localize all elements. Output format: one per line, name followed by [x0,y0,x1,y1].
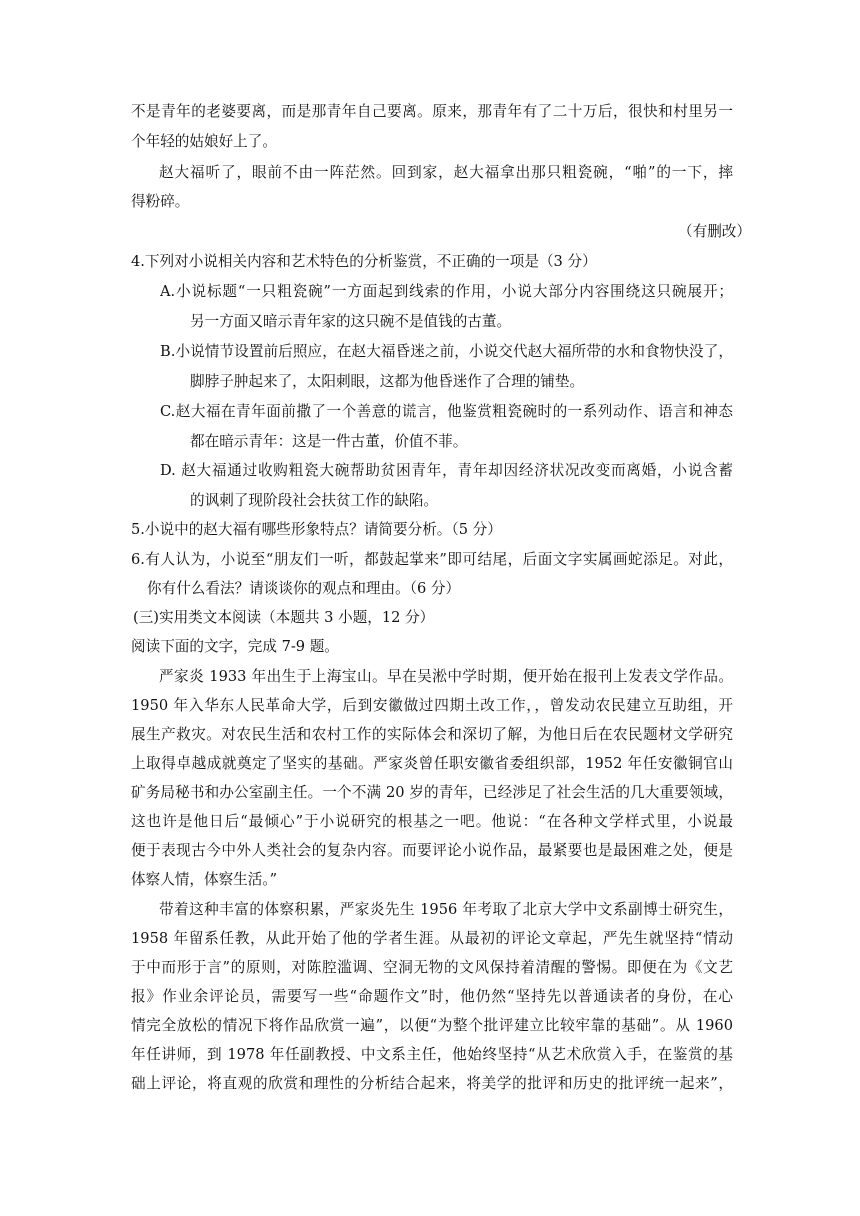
source-note: （有删改） [678,223,751,240]
question-4-option-d: D. 赵大福通过收购粗瓷大碗帮助贫困青年，青年却因经济状况改变而离婚，小说含蓄 [160,462,733,479]
passage-line: 础上评论，将直观的欣赏和理性的分析结合起来，将美学的批评和历史的批评统一起来”， [131,1075,733,1092]
passage-line: 展生产救灾。对农民生活和农村工作的实际体会和深切了解，为他日后在农民题材文学研究 [131,726,733,743]
passage-line: 体察人情，体察生活。” [131,871,278,888]
question-4-option-d-cont: 的讽刺了现阶段社会扶贫工作的缺陷。 [190,492,439,509]
question-4-option-c: C.赵大福在青年面前撒了一个善意的谎言，他鉴赏粗瓷碗时的一系列动作、语言和神态 [160,403,733,420]
question-6-cont: 你有什么看法？请谈谈你的观点和理由。（6 分） [147,580,461,597]
question-4-stem: 4.下列对小说相关内容和艺术特色的分析鉴赏，不正确的一项是（3 分） [131,253,597,270]
story-line: 个年轻的姑娘好上了。 [131,133,277,150]
story-line: 不是青年的老婆要离，而是那青年自己要离。原来，那青年有了二十万后，很快和村里另一 [131,103,733,120]
passage-line: 矿务局秘书和办公室副主任。一个不满 20 岁的青年，已经涉足了社会生活的几大重要领域， [131,784,733,801]
passage-line: 年任讲师，到 1978 年任副教授、中文系主任，他始终坚持“从艺术欣赏入手，在鉴赏的基 [131,1046,733,1063]
passage-line: 情完全放松的情况下将作品欣赏一遍”，以便“为整个批评建立比较牢靠的基础”。从 1960 [131,1017,733,1034]
question-4-option-b-cont: 脚脖子肿起来了，太阳刺眼，这都为他昏迷作了合理的铺垫。 [190,373,585,390]
section-instruction: 阅读下面的文字，完成 7-9 题。 [131,638,339,655]
story-line: 得粉碎。 [131,193,190,210]
passage-line: 这也许是他日后“最倾心”于小说研究的根基之一吧。他说：“在各种文学样式里，小说最 [131,813,733,830]
passage-line: 1958 年留系任教，从此开始了他的学者生涯。从最初的评论文章起，严先生就坚持“情动 [131,930,733,947]
passage-line: 带着这种丰富的体察积累，严家炎先生 1956 年考取了北京大学中文系副博士研究生， [159,901,733,918]
passage-line: 报》作业余评论员，需要写一些“命题作文”时，他仍然“坚持先以普通读者的身份，在心 [131,988,733,1005]
question-5: 5.小说中的赵大福有哪些形象特点？请简要分析。（5 分） [131,521,502,538]
passage-line: 1950 年入华东人民革命大学，后到安徽做过四期土改工作，，曾发动农民建立互助组，开 [131,697,733,714]
question-4-option-a-cont: 另一方面又暗示青年家的这只碗不是值钱的古董。 [190,313,512,330]
question-6: 6.有人认为，小说至“朋友们一听，都鼓起掌来”即可结尾，后面文字实属画蛇添足。对此， [131,551,733,568]
passage-line: 于中而形于言”的原则，对陈腔滥调、空洞无物的文风保持着清醒的警惕。即便在为《文艺 [131,959,733,976]
question-4-option-a: A.小说标题“一只粗瓷碗”一方面起到线索的作用，小说大部分内容围绕这只碗展开； [160,283,733,300]
section-heading: (三)实用类文本阅读（本题共 3 小题，12 分） [133,609,435,626]
story-line: 赵大福听了，眼前不由一阵茫然。回到家，赵大福拿出那只粗瓷碗，“啪”的一下，摔 [159,164,733,181]
passage-line: 上取得卓越成就奠定了坚实的基础。严家炎曾任职安徽省委组织部，1952 年任安徽铜官山 [131,755,733,772]
question-4-option-b: B.小说情节设置前后照应，在赵大福昏迷之前，小说交代赵大福所带的水和食物快没了， [160,343,733,360]
passage-line: 严家炎 1933 年出生于上海宝山。早在吴淞中学时期，便开始在报刊上发表文学作品。 [159,668,733,685]
question-4-option-c-cont: 都在暗示青年：这是一件古董，价值不菲。 [190,433,468,450]
passage-line: 便于表现古今中外人类社会的复杂内容。而要评论小说作品，最紧要也是最困难之处，便是 [131,842,733,859]
